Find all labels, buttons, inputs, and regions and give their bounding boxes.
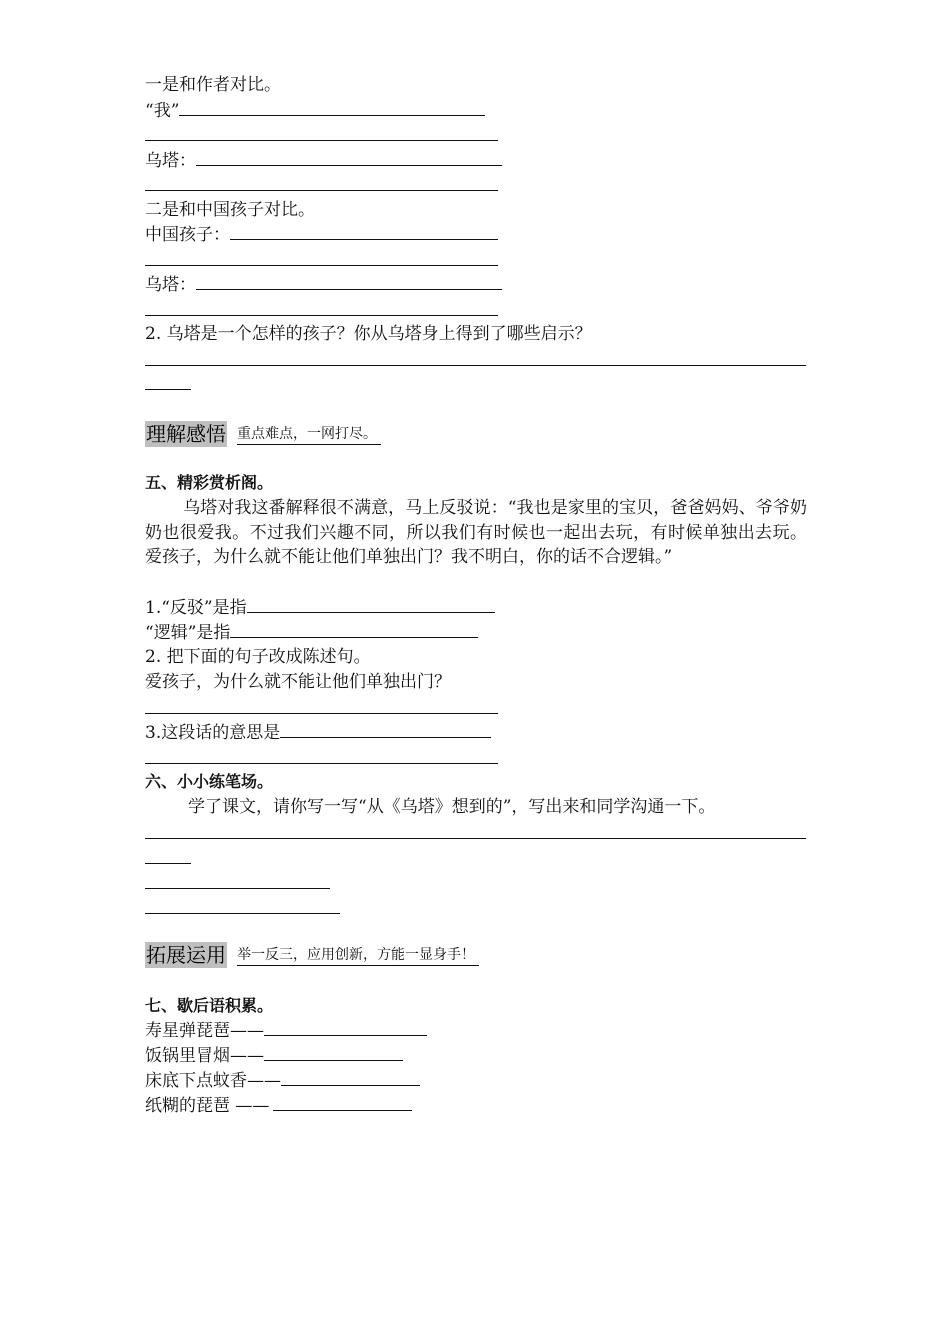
answer-row-me: [145, 98, 485, 122]
answer-blank[interactable]: [145, 365, 806, 366]
passage-text: 乌塔对我这番解释很不满意，马上反驳说：“我也是家里的宝贝，爸爸妈妈、爷爷奶奶也很爱我。不过我们兴趣不同，所以我们有时候也一起出去玩，有时候单独出去玩。爱孩子，为什么就不能让他们单独出门？我不明白，你的话不合逻辑。”: [145, 498, 807, 567]
answer-blank[interactable]: [145, 763, 498, 764]
answer-blank[interactable]: [145, 265, 498, 266]
xiehouyu-text: 纸糊的琵琶 ——: [145, 1096, 270, 1116]
answer-blank[interactable]: [145, 863, 191, 864]
answer-blank[interactable]: [273, 1093, 412, 1111]
answer-label: “我”: [145, 101, 180, 121]
answer-blank[interactable]: [145, 190, 498, 191]
section-title: 理解感悟: [146, 422, 226, 446]
question-text: “逻辑”是指: [145, 623, 231, 643]
answer-row-wuta: [145, 272, 502, 296]
answer-label: 乌塔：: [145, 275, 196, 295]
answer-blank[interactable]: [264, 1043, 403, 1061]
section-title: 拓展运用: [146, 943, 226, 967]
answer-blank[interactable]: [196, 272, 502, 290]
question-text: 2. 乌塔是一个怎样的孩子？你从乌塔身上得到了哪些启示？: [145, 324, 592, 344]
reading-passage: [145, 496, 807, 570]
answer-blank[interactable]: [230, 620, 478, 638]
answer-blank[interactable]: [230, 222, 498, 240]
question-text: 学了课文，请你写一写“从《乌塔》想到的”，写出来和同学沟通一下。: [188, 797, 716, 817]
answer-row-wuta: [145, 148, 502, 172]
xiehouyu-item: [145, 1018, 427, 1042]
answer-blank[interactable]: [281, 1068, 420, 1086]
xiehouyu-item: [145, 1068, 420, 1092]
section-header: [145, 942, 479, 968]
answer-blank[interactable]: [145, 389, 191, 390]
answer-row: [145, 620, 478, 644]
question-text: 1.“反驳”是指: [145, 598, 247, 618]
section-subtitle: 重点难点，一网打尽。: [237, 424, 381, 445]
xiehouyu-text: 饭锅里冒烟——: [145, 1046, 264, 1066]
section-header: [145, 421, 381, 447]
answer-blank[interactable]: [145, 713, 498, 714]
answer-blank[interactable]: [247, 595, 495, 613]
xiehouyu-item: [145, 1043, 403, 1067]
question-text: 3.这段话的意思是: [145, 723, 281, 743]
answer-blank[interactable]: [145, 838, 806, 839]
answer-row-chinese-kids: [145, 222, 498, 246]
xiehouyu-item: [145, 1093, 412, 1117]
answer-blank[interactable]: [179, 98, 485, 116]
answer-row: [145, 720, 491, 744]
answer-blank[interactable]: [145, 315, 498, 316]
question-heading: 六、小小练笔场。: [145, 772, 274, 791]
answer-blank[interactable]: [264, 1018, 427, 1036]
xiehouyu-text: 寿星弹琵琶——: [145, 1021, 264, 1041]
answer-label: 中国孩子：: [145, 225, 230, 245]
question-sentence: 爱孩子，为什么就不能让他们单独出门？: [145, 672, 451, 692]
text-line: 二是和中国孩子对比。: [145, 200, 315, 220]
answer-blank[interactable]: [145, 140, 498, 141]
text-line: 一是和作者对比。: [145, 75, 281, 95]
section-subtitle: 举一反三，应用创新，方能一显身手！: [237, 945, 479, 966]
answer-blank[interactable]: [196, 148, 502, 166]
question-heading: 五、精彩赏析阁。: [145, 473, 274, 492]
question-heading: 七、歇后语积累。: [145, 996, 274, 1015]
xiehouyu-text: 床底下点蚊香——: [145, 1071, 281, 1091]
answer-blank[interactable]: [280, 720, 491, 738]
question-text: 2. 把下面的句子改成陈述句。: [145, 647, 371, 667]
answer-blank[interactable]: [145, 913, 340, 914]
answer-row: [145, 595, 495, 619]
answer-blank[interactable]: [145, 888, 330, 889]
answer-label: 乌塔：: [145, 151, 196, 171]
